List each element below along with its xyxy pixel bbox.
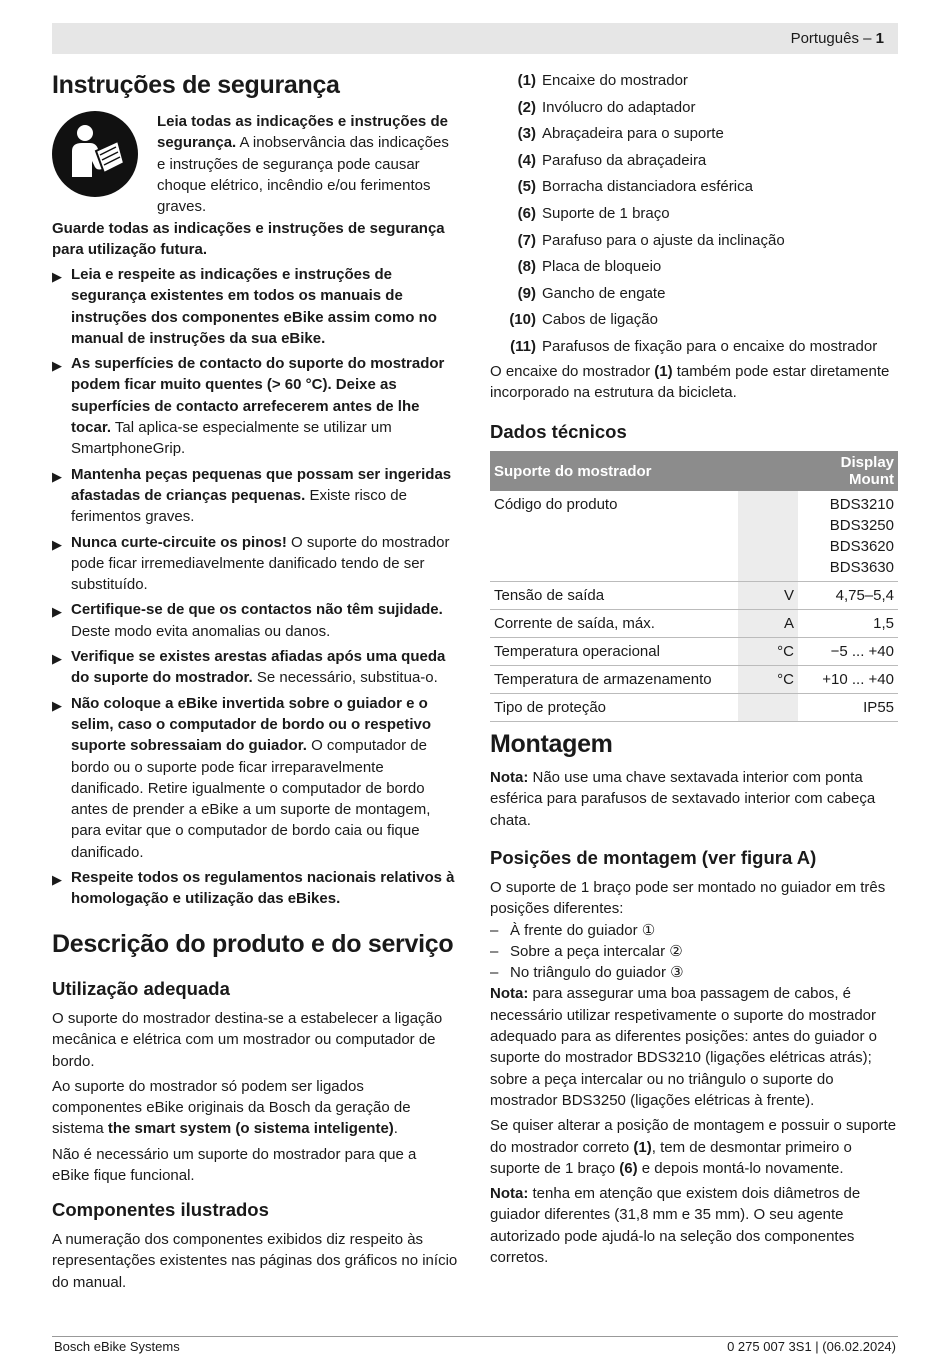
list-item: (10) Cabos de ligação — [509, 311, 658, 329]
list-item: ▶ Verifique se existes arestas afiadas após uma queda do suporte do mostrador. Se necessário, substitua-o. — [52, 648, 446, 687]
list-item: (3) Abraçadeira para o suporte — [517, 125, 724, 143]
list-item: (6) Suporte de 1 braço — [517, 204, 670, 222]
list-item: (8) Placa de bloqueio — [517, 258, 662, 276]
table-row: Corrente de saída, máx. A 1,5 — [490, 610, 898, 638]
bullet-triangle-icon: ▶ — [52, 651, 62, 667]
safety-list — [52, 264, 456, 914]
list-item: (2) Invólucro do adaptador — [517, 98, 696, 116]
table-header-row — [490, 451, 898, 491]
tech-data-table — [490, 451, 898, 722]
components-text: A numeração dos componentes exibidos diz respeito às representações existentes nas páginas dos gráficos no início do manual. — [52, 1231, 458, 1291]
list-item: – No triângulo do guiador ③ — [490, 964, 684, 982]
page-header-text: Português – 1 — [790, 30, 884, 47]
list-item: (4) Parafuso da abraçadeira — [517, 151, 707, 169]
bullet-triangle-icon: ▶ — [52, 697, 62, 713]
list-item: (9) Gancho de engate — [517, 284, 666, 302]
list-item: ▶ Não coloque a eBike invertida sobre o guiador e o selim, caso o computador de bordo ou o respetivo suporte sobressaiam do guiador. O computador de bordo ou o suporte pode ficar irreparavelmente danificado. Retire igualmente o computador de bordo antes de prender a eBike a um suporte de montagem, para evitar que o computador de bordo caia ou fique danificado. — [52, 694, 432, 861]
table-row: Temperatura de armazenamento °C +10 ... +40 — [490, 666, 898, 694]
table-row: Temperatura operacional °C −5 ... +40 — [490, 638, 898, 666]
bullet-triangle-icon: ▶ — [52, 269, 62, 284]
list-item: (5) Borracha distanciadora esférica — [517, 178, 753, 196]
components-title: Componentes ilustrados — [52, 1199, 269, 1220]
list-item: ▶ Respeite todos os regulamentos nacionais relativos à homologação e utilização das eBikes. — [52, 869, 455, 908]
mount-note: Nota: Não use uma chave sextavada interior com ponta esférica para parafusos de sextavado interior com cabeça chata. — [490, 769, 876, 829]
bullet-triangle-icon: ▶ — [52, 536, 62, 552]
list-item: (7) Parafuso para o ajuste da inclinação — [517, 231, 785, 249]
list-item: (1) Encaixe do mostrador — [517, 72, 688, 89]
description-title: Descrição do produto e do serviço — [52, 930, 454, 958]
list-item: – À frente do guiador ① — [490, 921, 656, 939]
usage-text: O suporte do mostrador destina-se a estabelecer a ligação mecânica e elétrica com um mostrador ou computador de bordo. Ao suporte do mostrador só podem ser ligados componentes eBike originais da Bosch da geração de sistema the smart system (o sistema inteligente). Não é necessário um suporte do mostrador para que a eBike fique funcional. — [52, 1010, 443, 1185]
table-row: Tensão de saída V 4,75–5,4 — [490, 582, 898, 610]
footer-divider — [52, 1336, 898, 1337]
table-row: Tipo de proteção IP55 — [490, 694, 898, 722]
table-row: Código do produto BDS3210 BDS3250 BDS3620 BDS3630 — [490, 491, 898, 582]
list-item: ▶ As superfícies de contacto do suporte do mostrador podem ficar muito quentes (> 60 °C). Deixe as superfícies de contacto arrefecerem antes de lhe tocar. Tal aplica-se especialmente se utilizar um SmartphoneGrip. — [52, 355, 445, 458]
table-header-right: Display Mount — [798, 451, 898, 491]
list-item: – Sobre a peça intercalar ② — [490, 942, 683, 960]
list-item: ▶ Nunca curte-circuite os pinos! O suporte do mostrador pode ficar irremediavelmente danificado tendo de ser substituído. — [52, 533, 450, 594]
safety-keep: Guarde todas as indicações e instruções de segurança para utilização futura. — [52, 220, 445, 259]
bullet-triangle-icon: ▶ — [52, 358, 62, 374]
tech-title: Dados técnicos — [490, 421, 627, 442]
positions-title: Posições de montagem (ver figura A) — [490, 847, 817, 868]
usage-title: Utilização adequada — [52, 978, 230, 999]
bullet-triangle-icon: ▶ — [52, 468, 62, 484]
components-note: O encaixe do mostrador (1) também pode estar diretamente incorporado na estrutura da bicicleta. — [490, 363, 890, 402]
safety-title: Instruções de segurança — [52, 71, 340, 99]
mount-title: Montagem — [490, 730, 613, 758]
list-item: ▶ Leia e respeite as indicações e instruções de segurança existentes em todos os manuais de instruções dos componentes eBike assim como no manual de instruções da sua eBike. — [52, 266, 437, 347]
table-header-left: Suporte do mostrador — [490, 451, 798, 491]
footer-doc-number: 0 275 007 3S1 | (06.02.2024) — [727, 1339, 896, 1354]
safety-intro: Leia todas as indicações e instruções de segurança. A inobservância das indicações e instruções de segurança pode causar choque elétrico, incêndio e/ou ferimentos graves. — [157, 113, 449, 216]
bullet-triangle-icon: ▶ — [52, 604, 62, 620]
list-item: (11) Parafusos de fixação para o encaixe do mostrador — [510, 337, 878, 355]
read-manual-icon — [52, 111, 138, 197]
page-header — [52, 23, 898, 54]
components-list — [490, 70, 900, 357]
positions-text: O suporte de 1 braço pode ser montado no guiador em três posições diferentes: – À frente do guiador ① – Sobre a peça intercalar ② – No triângulo do guiador ③ Nota: para assegurar uma boa passagem de cabos, é necessário utilizar respetivamente o suporte do mostrador adequado para as diferentes posições: antes do guiador o suporte do mostrador BDS3210 (ligações elétricas atrás); sobre a peça intercalar ou no triângulo o suporte do mostrador BDS3250 (ligações elétricas à frente). Se quiser alterar a posição de montagem e possuir o suporte do mostrador correto (1), tem de desmontar primeiro o suporte de 1 braço (6) e depois montá-lo novamente. Nota: tenha em atenção que existem dois diâmetros de guiador diferentes (31,8 mm e 35 mm). O seu agente autorizado pode ajudá-lo na seleção dos componentes corretos. — [490, 879, 897, 1267]
list-item: ▶ Certifique-se de que os contactos não têm sujidade. Deste modo evita anomalias ou danos. — [52, 601, 443, 640]
list-item: ▶ Mantenha peças pequenas que possam ser ingeridas afastadas de crianças pequenas. Existe risco de ferimentos graves. — [52, 465, 452, 526]
footer-publisher: Bosch eBike Systems — [54, 1339, 180, 1354]
page-number: 1 — [875, 30, 884, 47]
bullet-triangle-icon: ▶ — [52, 872, 62, 888]
